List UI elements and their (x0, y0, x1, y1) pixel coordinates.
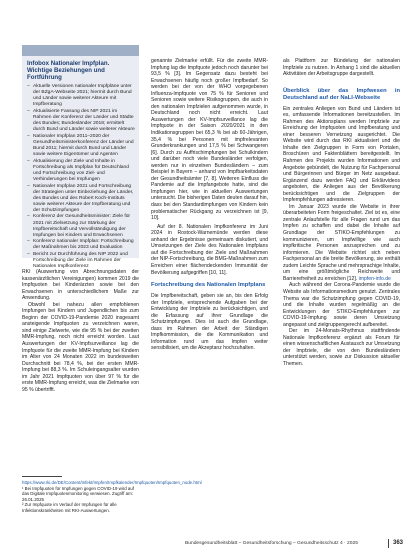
column-left (22, 269, 139, 393)
infobox-title: Infobox Nationaler Impfplan. Wichtige Beziehungen und Fortführung (27, 60, 110, 82)
footnotes (22, 480, 202, 514)
paragraph: Die Impfbereitschaft, geben sie an, bis den Erfolg der Impfziele, entsprechende Aufgaben bei der Entwicklung der Impfziele zu berücksichtigen, und die Erfassung auf ihrer Grundlage die Schutzimpfungen. Dies ist auch die Grundlage, dass im Rahmen der Arbeit der Ständigen Impfkommission, die die Kommunikation und Information rund um das Impfen weiter sensibilisiert, um die Akzeptanz hochzuhalten. (151, 293, 268, 352)
infobox-item: – Nationaler Impfplan 2011–2020 der Gesundheitsministerkonferenz der Länder und Bund 2011; hiermit durch Bund und Länder sowie weitere Eigentümer und Agenten (27, 133, 134, 158)
paragraph: Der im 24-Monats-Rhythmus stattfindende Nationale Impfkonferenz ergänzt als Forum für einen wissenschaftlichen Austausch zur Umsetzung der Impfziele, die von den Bundesländern unterstützt werden, sowie zur Diskussion aktueller Themen. (283, 328, 400, 367)
infobox-header-bar (22, 45, 139, 56)
paragraph: genannte Zielmarke erfüllt. Für die zweite MMR-Impfung lag die Impfquote jedoch noch darunter bei 93,5 % [3]. Im Gegensatz dazu besteht bei Erwachsenen häufig noch großer Impfbedarf. So werden bei der von der WHO vorgegebenen Influenza-Impfquote von 75 % für Senioren und Senioren sowie weitere Risikogruppen, die auch in den nationalen Impfzielen aufgenommen wurde, in Deutschland noch nicht erreicht. Laut Auswertungen der KV-Impfsurveillance lag die Impfquote in der Saison 2020/2021 in den Indikationsgruppen bei 65,3 % bei ab 60-Jährigen, 35,4 % bei Personen mit impfrelevanten Grunderkrankungen und 17,5 % bei Schwangeren [6]. Durch zu Auffrischimpfungen bei Schulkindern und darüber noch viele Bundesländer verfolgen, werden nur in einzelnen Bundesländern – zum Beispiel in Bayern – anhand von Impfbarkeitsdaten der Gesundheitsämter [7, 8]. Weiteren Einfluss die Pandemie auf die Impfangebote hatte, sind die Impfungen hier, wie in aktuellen Auswertungen untersucht. Die bisherigen Daten deuten darauf hin, dass bei den Standardimpfungen von Kindern kein problematischer Rückgang zu verzeichnen ist [9, 10]. (151, 58, 268, 222)
paragraph: Obwohl bei nahezu allen empfohlenen Impfungen bei Kindern und Jugendlichen bis zum Beginn der COVID-19-Pandemie 2020 insgesamt ansteigende Impfquoten zu verzeichnen waren, sind einige Zielwerte, wie die 95 % bei der zweiten MMR-Impfung, noch nicht erreicht worden. Laut Auswertungen der KV-Impfsurveillance lag die Impfquote für die zweite MMR-Impfung bei Kindern im Alter von 24 Monaten 2022 im bundesweiten Durchschnitt bei 78,4 %, bei der ersten MMR-Impfung bei 88,3 %. Im Schuleingangsalter wurden im Jahr 2021 Impfquoten von über 97 % für die erste MMR-Impfung erreicht, was die Zielmarke von 95 % übertrifft. (22, 301, 139, 393)
column-middle (151, 58, 268, 352)
section-heading: Fortschreibung des Nationalen Impfplans (151, 282, 266, 289)
infobox-item: – Nationaler Impfplan 2021 und Fortschreibung der Strategien unter Einbeziehung der Länder, des Bundes und des Robert Koch-Instituts sowie weiterer Akteure der Impfberatung und der Schutzimpfungen (27, 183, 134, 213)
infobox (22, 45, 139, 270)
footnote: ¹ Bei Impfquoten für Impfungen gegen COVID-19 wird auf das Digitale Impfquotenmonitoring verwiesen. Zugriff am: 26.01.2025 (22, 485, 135, 502)
footnote-divider (22, 476, 62, 477)
infobox-item: – Konferenz der Gesundheitsminister: Ziele für 2021 mit Zielsetzung zur Stärkung der Impfbereitschaft und Vervollständigung der Impfungen bei Kindern und Erwachsenen (27, 214, 131, 238)
paragraph-text: Im Januar 2023 wurde die Website in ihrer überarbeiteten Form freigeschaltet. Ziel ist es, eine zentrale Anlaufstelle für alle Fragen rund um das Impfen zu schaffen und dabei die Inhalte auf Grundlage der STIKO-Empfehlungen zu kommunizieren, um Impfwillige wie auch impfkritische Personen anzusprechen und zu informieren. Die Website richtet sich neben Fachpersonal an die breite Bevölkerung, sie enthält zudem Leichte Sprache und mehrsprachige Inhalte, um eine größtmögliche Reichweite und Barrierefreiheit zu erreichen [12]. (283, 203, 400, 282)
paragraph: RKI (Auswertung von Abrechnungsdaten der kassenärztlichen Vereinigungen) kommen 2019 die Impfquoten bei Kinderärzten sowie bei den Erwachsenen in unterschiedlichem Maße zur Anwendung. (22, 269, 139, 302)
paragraph: Auch während der Corona-Pandemie wurde die Website als Informationsmedium genutzt. Zentrales Thema war die Schutzimpfung gegen COVID-19, und die Inhalte wurden regelmäßig an die Entwicklungen der STIKO-Empfehlungen zur COVID-19-Impfung sowie deren Umsetzung angepasst und zielgruppengerecht aufbereitet. (283, 282, 400, 328)
paragraph: Ein zentrales Anliegen von Bund und Ländern ist es, umfassende Informationen bereitzustellen. Im Rahmen des Aktionsplans werden Impfziele zur Erreichung der Impfquoten und Impfberatung und einer besseren Vernetzung ausgerichtet. Die Website wird durch das RKI aktualisiert und die Inhalte den Zielgruppen in Form von Portalen, Broschüren und Faktenblättern bereitgestellt. Im Rahmen des Projekts wurden Informationen und Angebote gebündelt, die Nutzung für Fachpersonal und Bürgerinnen und Bürger im Netz ausgebaut. Ergänzend dazu werden FAQ und Erklärvideos angeboten, die Anliegen aus der Bevölkerung berücksichtigen und die Zielgruppen der Impfempfehlungen adressieren. (283, 105, 400, 204)
paragraph (283, 204, 400, 283)
footer-divider (388, 539, 389, 548)
footnote-link[interactable]: https://www.rki.de/DE/Content/Infekt/Impfen/Impfkalender/Impfquoten/Impfquoten_node.html (22, 480, 202, 485)
infobox-item: – Aktualisierung der Ziele und Inhalte in Fortschreibung als Impfplan für Deutschland und Fortschreibung von Ziel- und Verhinderungen bei Impfungen (27, 158, 129, 182)
website-link[interactable]: impfen-info.de (358, 275, 391, 282)
infobox-item: – Bericht zur Durchführung des NIP 2022 und Fortschreibung der Ziele im Rahmen der Nationalen Impfkonferenz (27, 252, 128, 270)
infobox-list (27, 84, 135, 271)
paragraph: Auf der 8. Nationalen Impfkonferenz im Juni 2024 in Rostock-Warnemünde werden diese anhand der Ergebnisse gemeinsam diskutiert, und Umsetzungen der Ziele des Nationalen Impfplans auf die Fortschreibung der Ziele und Maßnahmen der NIP-Fortschreibung, die BMG-Maßnahmen zum Erreichen einer flächendeckenden Immunität der Bevölkerung aufgegriffen [10, 11]. (151, 223, 268, 276)
section-heading: Überblick über das Impfwesen in Deutschland auf der NaLI-Webseite (283, 87, 400, 101)
paragraph: als Plattform zur Bündelung der nationalen Impfziele zu nutzen. In Anhang 1 sind die aktuellen Aktivitäten der Arbeitsgruppe dargestellt. (283, 58, 400, 78)
column-right (283, 58, 400, 368)
infobox-item: – Aktualisierte Fassung des NIP 2021 im Rahmen der Konferenz der Länder und Städte des Bundes; Bundesländer 2018; ermittelt durch Bund und Länder sowie weiterer Akteure (27, 108, 135, 133)
page-number: 363 (393, 540, 404, 546)
journal-footer: Bundesgesundheitsblatt – Gesundheitsforschung – Gesundheitsschutz 4 · 2025 (185, 541, 358, 546)
infobox-item: – Konferenz nationaler Impfplan: Fortschreibung der Maßnahmen bis 2023 und Evaluation (27, 239, 134, 251)
infobox-item: – Aktuelle Versionen nationaler Impfpläne unter der BZgA-Webseite 2021; hiermit durch Bund und Länder sowie weiterer Akteure mit Impfberatung (27, 84, 132, 108)
footnote: ² Zur Impfquote im Verlauf der Impfungen für alle Infektionskrankheiten mit RKI-Auswertungen. (22, 502, 117, 513)
